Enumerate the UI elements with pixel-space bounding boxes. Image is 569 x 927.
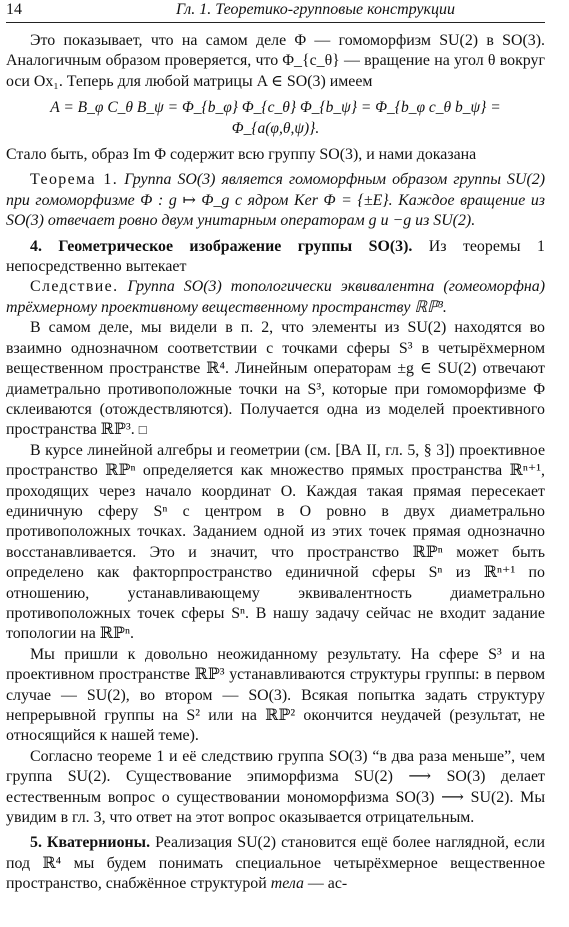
paragraph-3-text: В самом деле, мы видели в п. 2, что элементы из SU(2) находятся во взаимно однозначном соответствии с точками сферы S³ в четырёхмерном вещественном пространстве ℝ⁴. Линейным операторам ±g ∈ SU(2) отвечают диаметрально противоположные точки на S³, которые при гомоморфизме Φ склеиваются (отождествляются). Получается одна из моделей проективного пространства ℝℙ³. (6, 319, 545, 439)
paragraph-2: Стало быть, образ Im Φ содержит всю группу SO(3), и нами доказана (6, 146, 477, 164)
section-4-title: 4. Геометрическое изображение группы SO(3). (30, 237, 413, 255)
section-4 (6, 237, 545, 278)
paragraph-4: В курсе линейной алгебры и геометрии (см. [ВА II, гл. 5, § 3]) проективное пространство ℝℙⁿ определяется как множество прямых пространства ℝⁿ⁺¹, проходящих через начало координат O. Каждая такая прямая пересекает единичную сферу Sⁿ с центром в O ровно в двух диаметрально противоположных точках. Заданием одной из этих точек прямая однозначно восстанавливается. Это и значит, что пространство ℝℙⁿ может быть определено как факторпространство единичной сферы Sⁿ из ℝⁿ⁺¹ по отношению, устанавливающему эквивалентность диаметрально противоположных точек сферы Sⁿ. В нашу задачу сейчас не входит задание топологии на ℝℙⁿ. (6, 441, 545, 643)
section-4-intro: Из теоремы 1 непосредственно вытекает (6, 237, 545, 276)
corollary-label: Следствие. (30, 278, 119, 296)
qed-symbol: □ (138, 422, 147, 438)
running-title: Гл. 1. Теоретико-групповые конструкции (176, 1, 455, 18)
section-5-title: 5. Кватернионы. (30, 834, 151, 852)
section-5 (6, 833, 545, 894)
corollary-text: Группа SO(3) топологически эквивалентна (гомеоморфна) трёхмерному проективному вещественному пространству ℝℙ³. (6, 278, 546, 316)
paragraph-7-italic: тела (270, 875, 304, 893)
theorem-1 (6, 170, 545, 231)
theorem-label: Теорема 1. (30, 171, 119, 189)
corollary (6, 277, 545, 318)
paragraph-7: Реализация SU(2) становится ещё более наглядной, если под ℝ⁴ мы будем понимать специальное четырёхмерное вещественное пространство, снабжённое структурой (6, 834, 545, 893)
paragraph-1: Это показывает, что на самом деле Φ — гомоморфизм SU(2) в SO(3). Аналогичным образом проверяется, что Φ_{c_θ} — вращение на угол θ вокруг оси Ox₁. Теперь для любой матрицы A ∈ SO(3) имеем (6, 32, 545, 90)
paragraph-7-end: — ас- (307, 875, 348, 893)
page-number: 14 (6, 1, 22, 18)
paragraph-5: Мы пришли к довольно неожиданному результату. На сфере S³ и на проективном пространстве ℝℙ³ устанавливаются структуры группы: в первом случае — SU(2), во втором — SO(3). Всякая попытка задать структуру непрерывной группы на S² или на ℝℙ² окончится неудачей (результат, не относящийся к нашей теме). (6, 645, 545, 745)
paragraph-3 (6, 318, 545, 440)
running-header (6, 0, 545, 23)
paragraph-6: Согласно теореме 1 и её следствию группа SO(3) “в два раза меньше”, чем группа SU(2). Существование эпиморфизма SU(2) ⟶ SO(3) делает естественным вопрос о существовании мономорфизма SO(3) ⟶ SU(2). Мы увидим в гл. 3, что ответ на этот вопрос оказывается отрицательным. (6, 747, 545, 827)
theorem-text: Группа SO(3) является гомоморфным образом группы SU(2) при гомоморфизме Φ : g ↦ Φ_g с ядром Ker Φ = {±E}. Каждое вращение из SO(3) отвечает ровно двум унитарным операторам g и −g из SU(2). (6, 171, 545, 230)
display-formula: A = B_φ C_θ B_ψ = Φ_{b_φ} Φ_{c_θ} Φ_{b_ψ} = Φ_{b_φ c_θ b_ψ} = Φ_{a(φ,θ,ψ)}. (50, 99, 501, 137)
